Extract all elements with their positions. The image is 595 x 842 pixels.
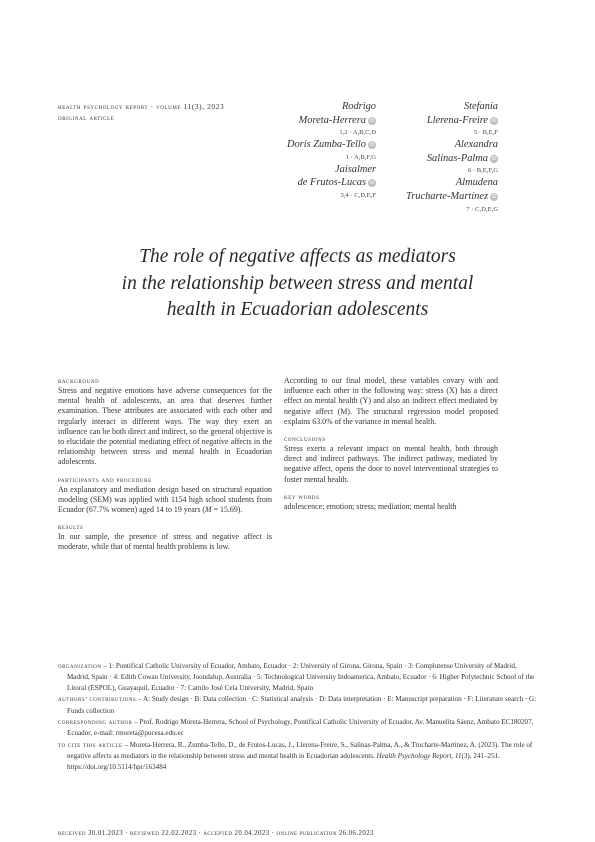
authors-right-column xyxy=(380,100,498,215)
results-text: In our sample, the presence of stress and negative affect is moderate, while that of mental health problems is low. xyxy=(58,532,272,552)
article-type: original article xyxy=(58,113,115,122)
citation-info: to cite this article – Moreta-Herrera, R., Zumba-Tello, D., de Frutos-Lucas, J., Llerena-Freire, S., Salinas-Palma, A., & Trucharte-Martínez, A. (2023). The role of negative affects as mediators in the relationship between stress and mental health in Ecuadorian adolescents. Health Psychology Report, 11(3), 241–251. https://doi.org/10.5114/hpr/163484 xyxy=(58,740,533,771)
orcid-icon[interactable]: iD xyxy=(369,180,375,187)
journal-header xyxy=(58,101,224,123)
author-2: Doris Zumba-Tello iD 1 · A,B,F,G xyxy=(250,138,376,163)
author-4: Stefanía Llerena-Freire iD 5 · B,E,F xyxy=(380,100,498,138)
results-heading: results xyxy=(58,523,84,532)
journal-name: health psychology report · volume 11(3), 2023 xyxy=(58,102,225,111)
author-affiliation: 1 · A,B,F,G xyxy=(345,153,376,161)
author-affiliation: 5 · B,E,F xyxy=(473,129,498,137)
keywords-text: adolescence; emotion; stress; mediation; mental health xyxy=(284,501,457,511)
orcid-icon[interactable]: iD xyxy=(491,193,497,200)
participants-text: An explanatory and mediation design based on structural equation modeling (SEM) was applied with 1154 high school students from Ecuador (67.7% women) aged 14 to 19 years (M = 15.69). xyxy=(58,484,272,515)
background-text: Stress and negative emotions have adverse consequences for the mental health of adolescents, an area that deserves further examination. These attributes are associated with each other and regularly interact in different ways. The way they exert an influence can be both direct and indirect, so the general objective is to elucidate the potential mediating effect of negative affects in the relationship between stress and mental health in Ecuadorian adolescents. xyxy=(58,386,272,467)
results-text-continued: According to our final model, these variables covary with and influence each other in the following way: stress (X) has a direct effect on mental health (Y) and also an indirect effect mediated by negative affect (M). The structural regression model proposed explains 63.0% of the variance in mental health. xyxy=(284,376,498,426)
publication-dates: received 30.01.2023 · reviewed 22.02.2023 · accepted 20.04.2023 · online publication 26.06.2023 xyxy=(58,830,374,837)
author-affiliation: 1,2 · A,B,C,D xyxy=(339,129,376,137)
keywords-heading: key words xyxy=(284,492,320,501)
author-1: Rodrigo Moreta-Herrera iD 1,2 · A,B,C,D xyxy=(250,100,376,138)
article-metadata xyxy=(58,661,538,773)
contributions-info: authors’ contributions – A: Study design · B: Data collection · C: Statistical analysis · D: Data interpretation · E: Manuscript preparation · F: Literature search · G: Funds collection xyxy=(58,695,537,715)
orcid-icon[interactable]: iD xyxy=(369,142,375,149)
author-affiliation: 6 · B,E,F,G xyxy=(467,167,498,175)
author-affiliation: 7 · C,D,E,G xyxy=(466,205,498,213)
conclusions-text: Stress exerts a relevant impact on mental health, both through direct and indirect pathways. The indirect pathway, mediated by negative affect, opens the door to novel interventional strategies to foster mental health. xyxy=(284,444,498,484)
background-heading: background xyxy=(58,377,100,385)
conclusions-heading: conclusions xyxy=(284,435,326,444)
orcid-icon[interactable]: iD xyxy=(491,155,497,162)
author-6: Almudena Trucharte-Martínez iD 7 · C,D,E,G xyxy=(380,176,498,214)
author-5: Alexandra Salinas-Palma iD 6 · B,E,F,G xyxy=(380,138,498,176)
abstract-left-column xyxy=(58,376,272,560)
organization-info: organization – 1: Pontifical Catholic University of Ecuador, Ambato, Ecuador · 2: University of Girona, Girona, Spain · 3: Complutense University of Madrid, Madrid, Spain · 4: Edith Cowan University, Joondalup, Australia · 5: Technological University Indoamerica, Ambato, Ecuador · 6: Higher Polytechnic School of the Litoral (ESPOL), Guayaquil, Ecuador · 7: Camilo José Cela University, Madrid, Spain xyxy=(58,662,535,692)
orcid-icon[interactable]: iD xyxy=(369,117,375,124)
author-affiliation: 3,4 · C,D,E,F xyxy=(340,191,376,199)
corresponding-author-info: corresponding author – Prof. Rodrigo Moreta-Herrera, School of Psychology, Pontifical Catholic University of Ecuador, Av. Manuelita Sáenz, Ambato EC180207, Ecuador, e-mail: rmoreta@pucesa.edu.ec xyxy=(58,718,534,738)
authors-left-column xyxy=(250,100,376,201)
author-3: Jaisalmer de Frutos-Lucas iD 3,4 · C,D,E,F xyxy=(250,163,376,201)
article-title: The role of negative affects as mediators in the relationship between stress and mental health in Ecuadorian adolescents xyxy=(121,246,474,320)
orcid-icon[interactable]: iD xyxy=(491,117,497,124)
abstract-right-column xyxy=(284,376,498,519)
participants-heading: participants and procedure xyxy=(58,475,152,484)
